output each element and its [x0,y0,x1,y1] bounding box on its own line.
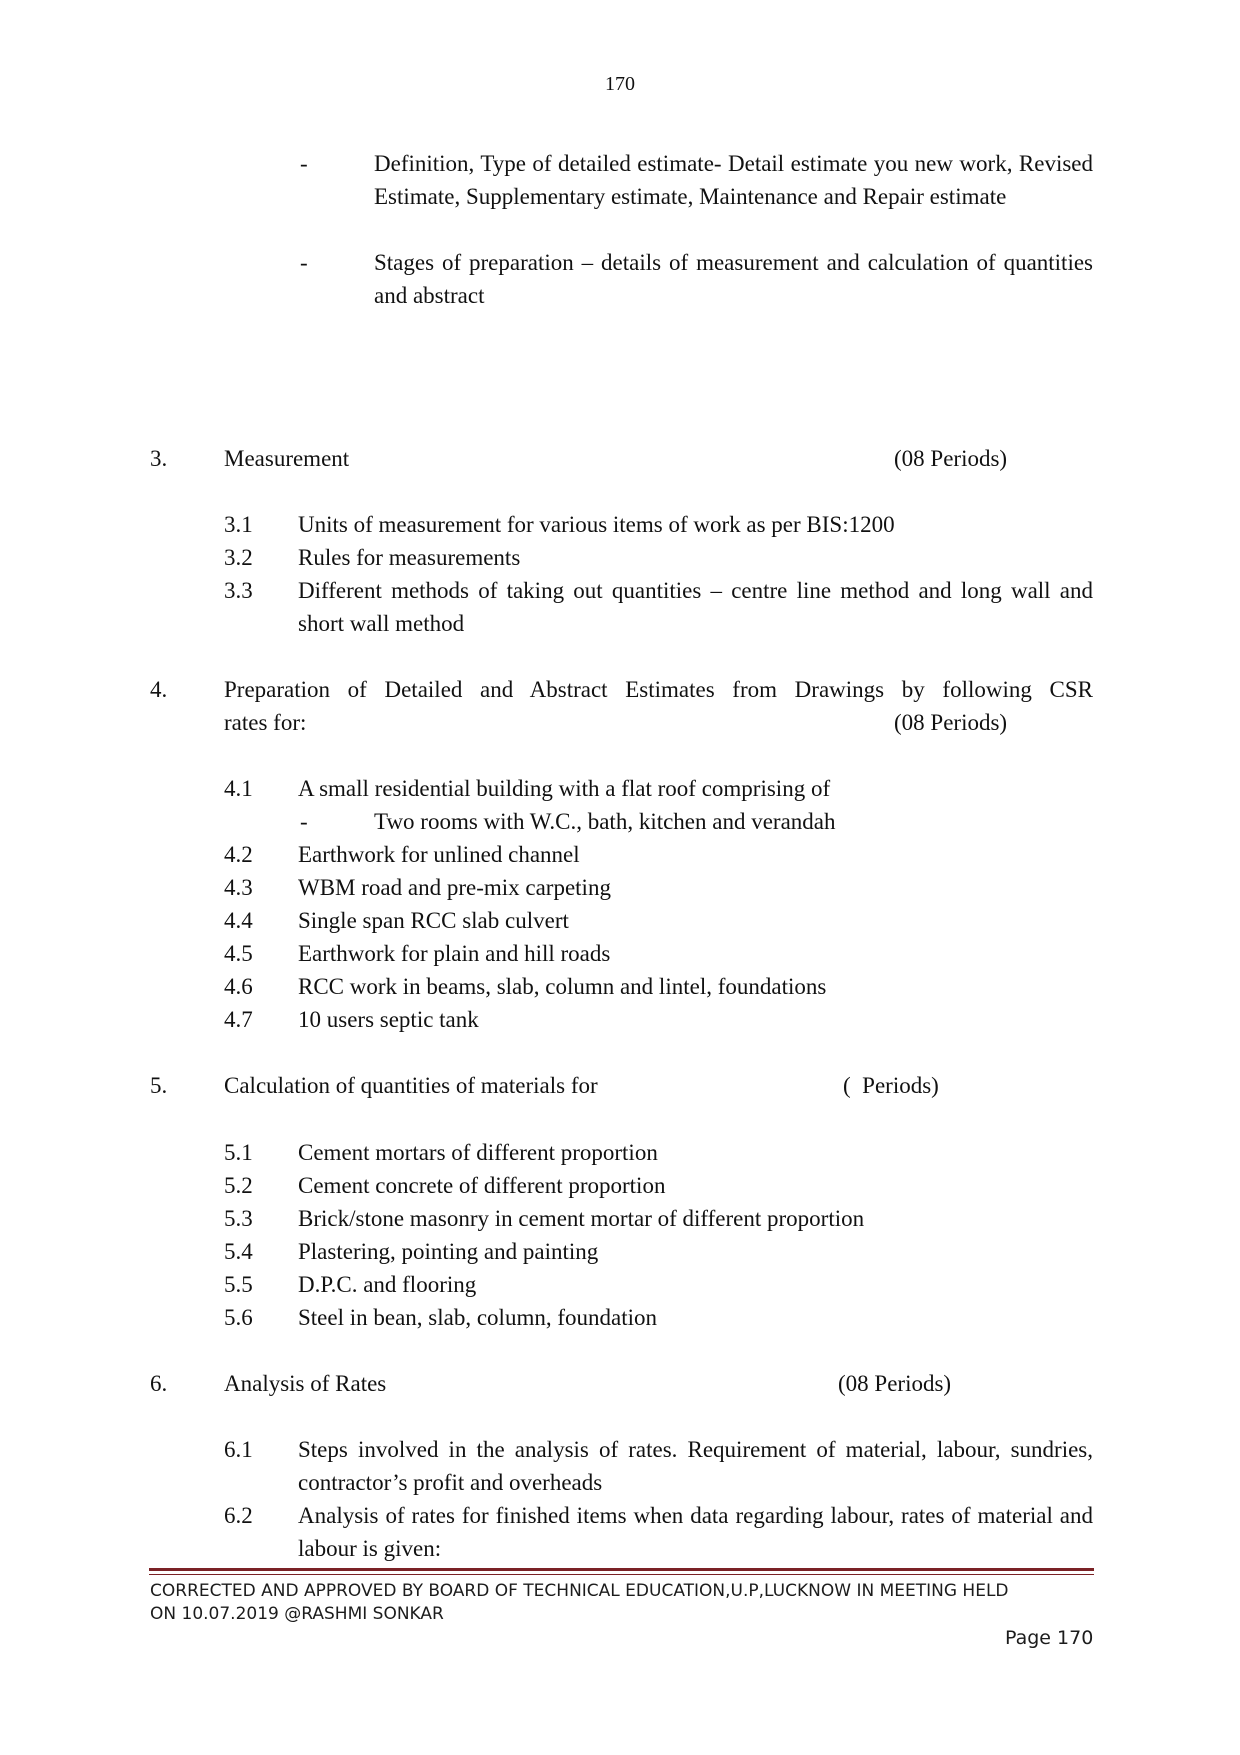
item-text: Different methods of taking out quantities – centre line method and long wall and short wall method [298,578,1093,636]
item-text: Steps involved in the analysis of rates. Requirement of material, labour, sundries, contractor’s profit and overheads [298,1437,1093,1495]
bullet-marker: - [300,151,308,176]
section-number: 5. [150,1073,168,1098]
item-number: 4.2 [224,842,253,867]
item-number: 5.6 [224,1305,253,1330]
item-number: 4.7 [224,1007,253,1032]
item-number: 5.4 [224,1239,253,1264]
item-number: 4.6 [224,974,253,999]
section-number: 4. [150,677,168,702]
section-title: Preparation of Detailed and Abstract Estimates from Drawings by following CSR [224,677,1093,702]
item-text: RCC work in beams, slab, column and lintel, foundations [298,974,827,999]
item-text: Single span RCC slab culvert [298,908,569,933]
item-text: Brick/stone masonry in cement mortar of different proportion [298,1206,865,1231]
item-number: 4.5 [224,941,253,966]
item-text: Analysis of rates for finished items when data regarding labour, rates of material and labour is given: [298,1503,1093,1561]
item-text: D.P.C. and flooring [298,1272,477,1297]
item-text: Cement concrete of different proportion [298,1173,666,1198]
page-number: 170 [605,73,635,95]
section-number: 3. [150,446,168,471]
section-title-continued: rates for: [224,710,307,735]
bullet-marker: - [300,809,308,834]
item-number: 5.3 [224,1206,253,1231]
section-title: Calculation of quantities of materials for [224,1073,598,1098]
section-periods: (08 Periods) [838,1371,952,1396]
item-number: 4.3 [224,875,253,900]
item-text: Earthwork for unlined channel [298,842,580,867]
footer-rule-thin [149,1574,1094,1575]
item-number: 3.2 [224,545,253,570]
section-periods: ( Periods) [843,1073,939,1098]
item-number: 5.2 [224,1173,253,1198]
section-periods: (08 Periods) [894,446,1008,471]
item-number: 5.1 [224,1140,253,1165]
item-text: Earthwork for plain and hill roads [298,941,611,966]
footer-page-label: Page 170 [1005,1627,1094,1649]
section-title: Analysis of Rates [224,1371,387,1396]
item-text: Units of measurement for various items of work as per BIS:1200 [298,512,895,537]
item-text: A small residential building with a flat roof comprising of [298,776,831,801]
sub-item-text: Two rooms with W.C., bath, kitchen and verandah [374,809,836,834]
item-number: 5.5 [224,1272,253,1297]
item-number: 3.3 [224,578,253,603]
intro-item-text: Definition, Type of detailed estimate- Detail estimate you new work, Revised Estimate, Supplementary estimate, Maintenance and Repair estimate [374,151,1093,209]
footer-approval-line: ON 10.07.2019 @RASHMI SONKAR [150,1604,444,1624]
item-text: WBM road and pre-mix carpeting [298,875,611,900]
section-title: Measurement [224,446,350,471]
item-text: 10 users septic tank [298,1007,479,1032]
item-number: 6.1 [224,1437,253,1462]
item-number: 6.2 [224,1503,253,1528]
item-text: Rules for measurements [298,545,521,570]
bullet-marker: - [300,250,308,275]
section-periods: (08 Periods) [894,710,1008,735]
section-number: 6. [150,1371,168,1396]
item-number: 3.1 [224,512,253,537]
item-number: 4.1 [224,776,253,801]
item-text: Steel in bean, slab, column, foundation [298,1305,657,1330]
intro-item-text: Stages of preparation – details of measurement and calculation of quantities and abstract [374,250,1093,308]
footer-rule-thick [149,1568,1094,1571]
footer-approval-line: CORRECTED AND APPROVED BY BOARD OF TECHNICAL EDUCATION,U.P,LUCKNOW IN MEETING HELD [150,1581,1009,1601]
item-text: Plastering, pointing and painting [298,1239,599,1264]
item-number: 4.4 [224,908,253,933]
item-text: Cement mortars of different proportion [298,1140,658,1165]
